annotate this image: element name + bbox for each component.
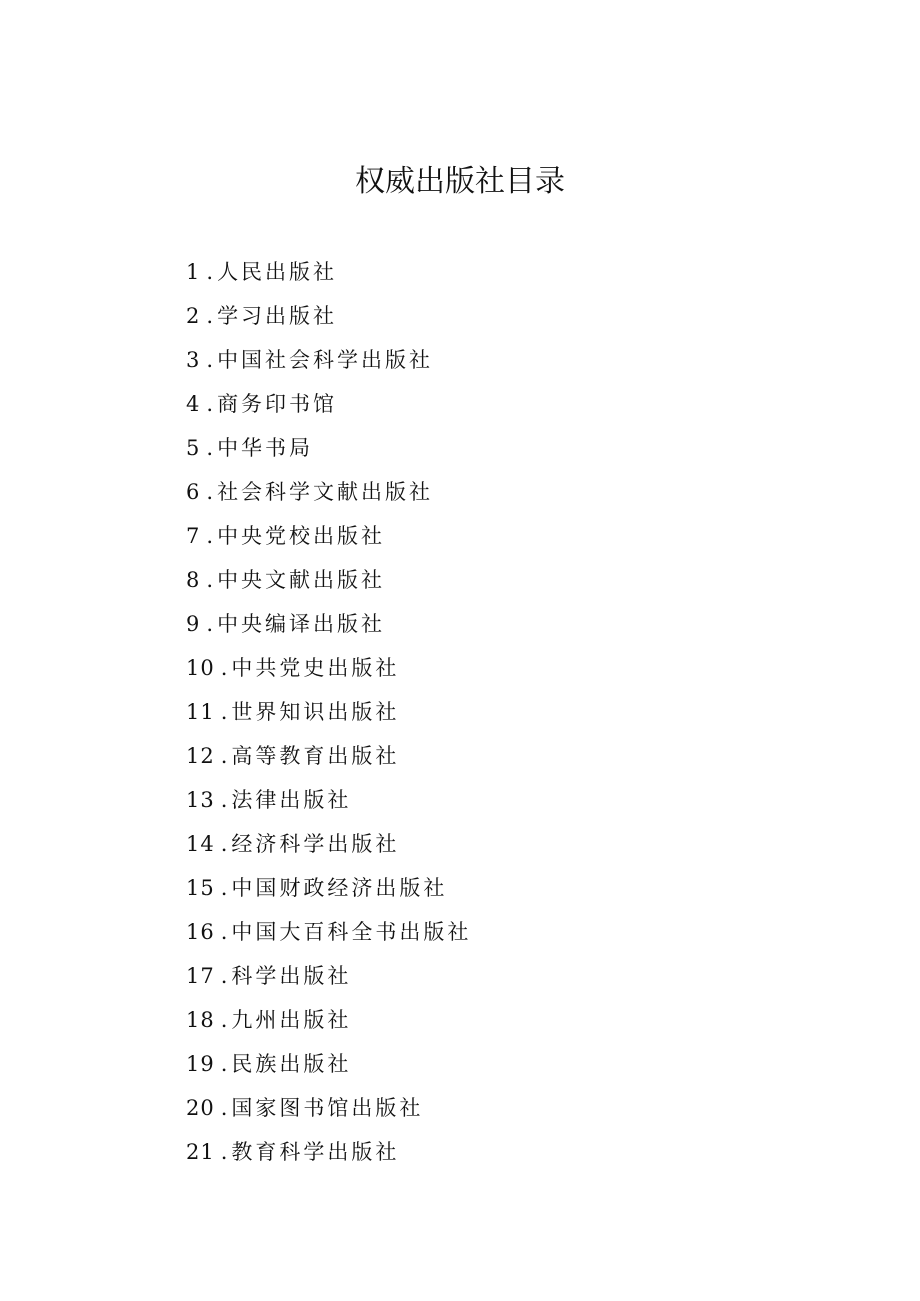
- list-item-number: 10: [186, 656, 215, 680]
- list-item: [186, 426, 471, 470]
- list-item-number: 15: [186, 876, 215, 900]
- list-item: [186, 822, 471, 866]
- list-item-publisher-name: 学习出版社: [217, 304, 338, 328]
- list-item-separator: .: [220, 1096, 228, 1120]
- list-item-number: 16: [186, 920, 215, 944]
- list-item: [186, 558, 471, 602]
- list-item-publisher-name: 中国社会科学出版社: [217, 348, 434, 372]
- list-item-publisher-name: 中央编译出版社: [217, 612, 386, 636]
- list-item-separator: .: [206, 348, 214, 372]
- list-item-publisher-name: 九州出版社: [231, 1008, 352, 1032]
- publisher-list: [186, 250, 471, 1174]
- list-item-separator: .: [206, 524, 214, 548]
- list-item-separator: .: [220, 964, 228, 988]
- list-item: [186, 866, 471, 910]
- list-item: [186, 1042, 471, 1086]
- list-item-number: 1: [186, 260, 201, 284]
- list-item-number: 18: [186, 1008, 215, 1032]
- list-item-publisher-name: 中国财政经济出版社: [231, 876, 448, 900]
- list-item-publisher-name: 中国大百科全书出版社: [231, 920, 472, 944]
- list-item: [186, 294, 471, 338]
- list-item-separator: .: [206, 304, 214, 328]
- list-item: [186, 338, 471, 382]
- list-item-publisher-name: 中央文献出版社: [217, 568, 386, 592]
- list-item-number: 17: [186, 964, 215, 988]
- list-item-separator: .: [220, 1052, 228, 1076]
- list-item-publisher-name: 中华书局: [217, 436, 314, 460]
- list-item-separator: .: [220, 656, 228, 680]
- list-item: [186, 778, 471, 822]
- list-item: [186, 734, 471, 778]
- list-item-separator: .: [220, 832, 228, 856]
- list-item-number: 6: [186, 480, 201, 504]
- list-item: [186, 470, 471, 514]
- list-item-publisher-name: 中央党校出版社: [217, 524, 386, 548]
- list-item-number: 21: [186, 1140, 215, 1164]
- list-item-number: 2: [186, 304, 201, 328]
- list-item-publisher-name: 民族出版社: [231, 1052, 352, 1076]
- list-item-publisher-name: 社会科学文献出版社: [217, 480, 434, 504]
- list-item: [186, 382, 471, 426]
- list-item-publisher-name: 世界知识出版社: [231, 700, 400, 724]
- list-item-publisher-name: 高等教育出版社: [231, 744, 400, 768]
- list-item-number: 5: [186, 436, 201, 460]
- list-item-publisher-name: 国家图书馆出版社: [231, 1096, 424, 1120]
- list-item: [186, 690, 471, 734]
- list-item-publisher-name: 经济科学出版社: [231, 832, 400, 856]
- list-item-number: 19: [186, 1052, 215, 1076]
- list-item-separator: .: [220, 788, 228, 812]
- list-item-number: 9: [186, 612, 201, 636]
- list-item-separator: .: [220, 744, 228, 768]
- list-item: [186, 250, 471, 294]
- list-item-number: 14: [186, 832, 215, 856]
- list-item-separator: .: [206, 568, 214, 592]
- list-item-separator: .: [220, 920, 228, 944]
- list-item-number: 12: [186, 744, 215, 768]
- page-title: 权威出版社目录: [355, 164, 565, 199]
- list-item: [186, 954, 471, 998]
- list-item-separator: .: [220, 1140, 228, 1164]
- list-item: [186, 646, 471, 690]
- list-item: [186, 998, 471, 1042]
- list-item-separator: .: [220, 876, 228, 900]
- list-item-number: 20: [186, 1096, 215, 1120]
- list-item-publisher-name: 法律出版社: [231, 788, 352, 812]
- list-item-number: 13: [186, 788, 215, 812]
- list-item-publisher-name: 中共党史出版社: [231, 656, 400, 680]
- list-item-separator: .: [206, 392, 214, 416]
- list-item-publisher-name: 科学出版社: [231, 964, 352, 988]
- list-item: [186, 514, 471, 558]
- list-item-number: 3: [186, 348, 201, 372]
- list-item: [186, 910, 471, 954]
- list-item: [186, 1130, 471, 1174]
- list-item-separator: .: [220, 700, 228, 724]
- list-item-separator: .: [206, 436, 214, 460]
- list-item-publisher-name: 教育科学出版社: [231, 1140, 400, 1164]
- list-item-publisher-name: 人民出版社: [217, 260, 338, 284]
- list-item: [186, 602, 471, 646]
- list-item-number: 11: [186, 700, 215, 724]
- list-item-separator: .: [220, 1008, 228, 1032]
- list-item-separator: .: [206, 480, 214, 504]
- list-item: [186, 1086, 471, 1130]
- list-item-separator: .: [206, 260, 214, 284]
- list-item-number: 4: [186, 392, 201, 416]
- list-item-number: 7: [186, 524, 201, 548]
- list-item-number: 8: [186, 568, 201, 592]
- list-item-separator: .: [206, 612, 214, 636]
- list-item-publisher-name: 商务印书馆: [217, 392, 338, 416]
